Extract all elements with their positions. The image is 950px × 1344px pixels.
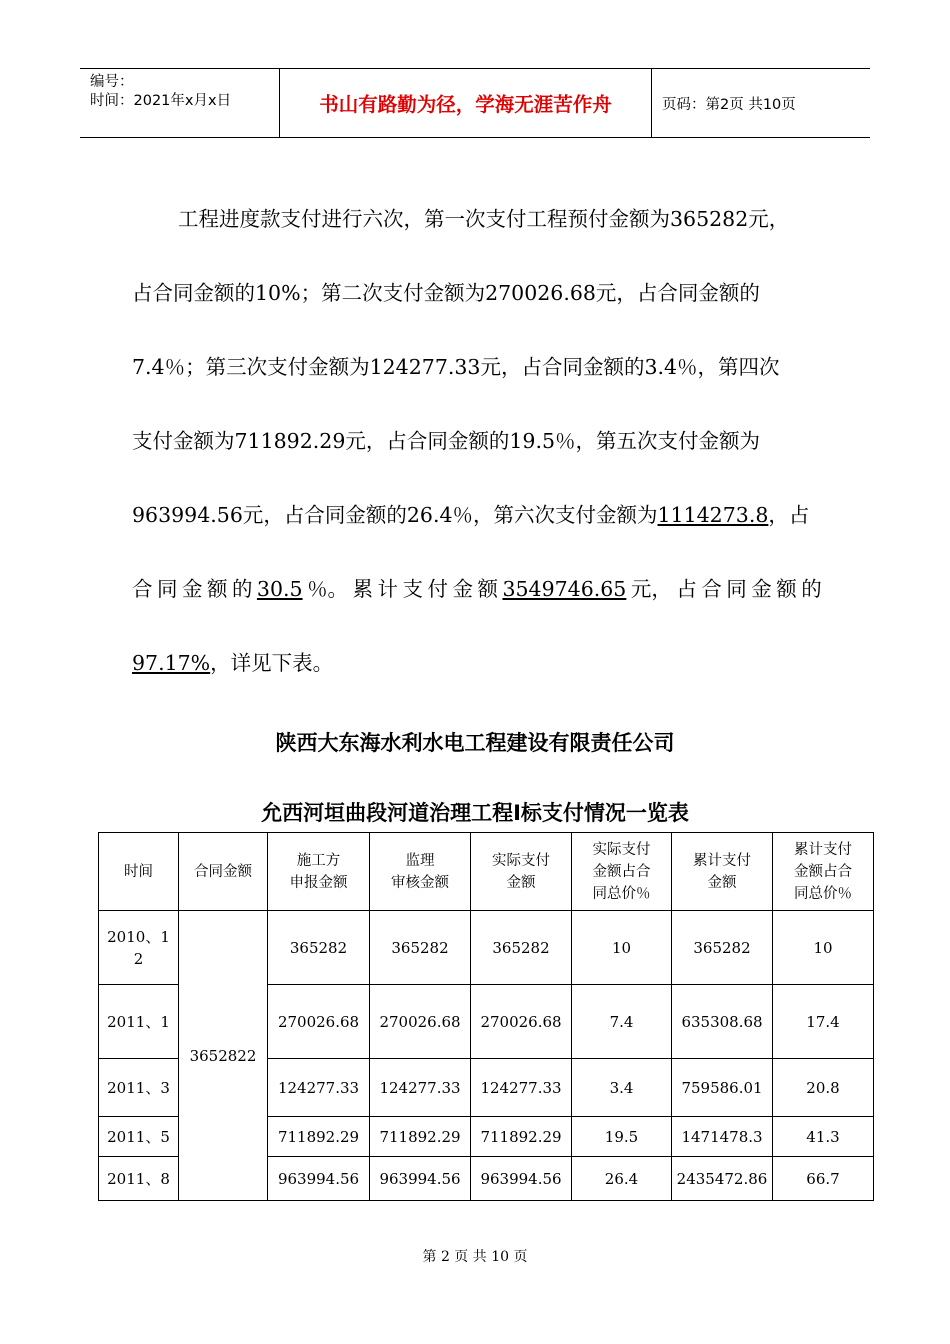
l6-char: 元， <box>630 577 672 601</box>
cell-supervisor: 365282 <box>370 911 471 985</box>
cell-cum-ratio: 41.3 <box>773 1117 874 1157</box>
cell-ratio: 7.4 <box>572 985 672 1059</box>
header-cum-ratio: 累计支付 金额占合 同总价％ <box>773 833 874 911</box>
cell-time: 2011、1 <box>99 985 179 1059</box>
cell-builder: 963994.56 <box>268 1157 370 1201</box>
l6-char: 额 <box>776 577 797 601</box>
cell-cumulative: 635308.68 <box>672 985 773 1059</box>
l6-char: 付 <box>427 577 448 601</box>
para-line-2: 占合同金额的10%；第二次支付金额为270026.68元，占合同金额的 <box>132 281 760 305</box>
l6-char: ％。 <box>307 577 349 601</box>
l6-char: 合 <box>701 577 722 601</box>
l6-char: 额 <box>477 577 498 601</box>
cell-supervisor: 963994.56 <box>370 1157 471 1201</box>
header-actual: 实际支付 金额 <box>471 833 572 911</box>
l6-char: 金 <box>751 577 772 601</box>
cell-cumulative: 759586.01 <box>672 1059 773 1117</box>
para-line-4: 支付金额为711892.29元，占合同金额的19.5％，第五次支付金额为 <box>132 429 761 453</box>
header-cumulative: 累计支付 金额 <box>672 833 773 911</box>
para-line-7-b: ，详见下表。 <box>210 651 334 675</box>
cell-ratio: 3.4 <box>572 1059 672 1117</box>
cell-cum-ratio: 20.8 <box>773 1059 874 1117</box>
page-header <box>80 68 870 138</box>
table-title: 允西河垣曲段河道治理工程Ⅰ标支付情况一览表 <box>261 801 689 825</box>
header-time: 时间 <box>99 833 179 911</box>
l6-char: 额 <box>206 577 228 601</box>
l6-char: 的 <box>231 577 253 601</box>
page-footer: 第 2 页 共 10 页 <box>422 1249 528 1265</box>
l6-char: 同 <box>156 577 178 601</box>
table-header-row <box>99 833 874 911</box>
l6-char: 累 <box>352 577 374 601</box>
l6-char: 金 <box>452 577 473 601</box>
para-line-1: 工程进度款支付进行六次，第一次支付工程预付金额为365282元， <box>178 207 790 231</box>
cell-ratio: 26.4 <box>572 1157 672 1201</box>
header-supervisor: 监理 审核金额 <box>370 833 471 911</box>
cumulative-payment-amount: 3549746.65 <box>502 577 627 601</box>
para-line-5-a: 963994.56元，占合同金额的26.4％，第六次支付金额为 <box>132 503 658 527</box>
code-label: 编号： <box>90 74 134 90</box>
body-paragraph <box>132 184 822 702</box>
l6-char: 占 <box>676 577 697 601</box>
cell-time: 2011、5 <box>99 1117 179 1157</box>
cell-actual: 270026.68 <box>471 985 572 1059</box>
l6-char: 的 <box>801 577 822 601</box>
para-line-3: 7.4％；第三次支付金额为124277.33元，占合同金额的3.4％，第四次 <box>132 355 780 379</box>
cell-actual: 963994.56 <box>471 1157 572 1201</box>
sixth-payment-amount: 1114273.8 <box>657 503 769 527</box>
cell-cum-ratio: 10 <box>773 911 874 985</box>
para-line-6 <box>132 554 822 628</box>
header-builder: 施工方 申报金额 <box>268 833 370 911</box>
cell-ratio: 10 <box>572 911 672 985</box>
cell-actual: 711892.29 <box>471 1117 572 1157</box>
time-label: 时间：2021年x月x日 <box>90 93 232 109</box>
para-line-5 <box>132 480 822 554</box>
cumulative-payment-ratio: 97.17% <box>132 651 211 675</box>
cell-supervisor: 711892.29 <box>370 1117 471 1157</box>
l6-char: 同 <box>726 577 747 601</box>
header-page-info: 页码：第2页 共10页 <box>662 96 796 113</box>
payment-table <box>98 832 874 1201</box>
l6-char: 计 <box>377 577 399 601</box>
header-ratio: 实际支付 金额占合 同总价％ <box>572 833 672 911</box>
cell-supervisor: 270026.68 <box>370 985 471 1059</box>
header-motto: 书山有路勤为径，学海无涯苦作舟 <box>280 69 652 137</box>
cell-actual: 124277.33 <box>471 1059 572 1117</box>
cell-time: 2011、8 <box>99 1157 179 1201</box>
header-contract: 合同金额 <box>179 833 268 911</box>
para-line-7 <box>132 628 822 702</box>
cell-builder: 365282 <box>268 911 370 985</box>
cell-supervisor: 124277.33 <box>370 1059 471 1117</box>
cell-ratio: 19.5 <box>572 1117 672 1157</box>
company-title: 陕西大东海水利水电工程建设有限责任公司 <box>275 731 675 755</box>
cell-cumulative: 1471478.3 <box>672 1117 773 1157</box>
table-row <box>99 911 874 985</box>
l6-char: 金 <box>181 577 203 601</box>
l6-char: 支 <box>402 577 424 601</box>
para-line-5-b: ，占 <box>768 503 810 527</box>
cell-time: 2011、3 <box>99 1059 179 1117</box>
cell-time: 2010、1 2 <box>99 911 179 985</box>
cell-actual: 365282 <box>471 911 572 985</box>
cell-cum-ratio: 66.7 <box>773 1157 874 1201</box>
l6-char: 合 <box>132 577 153 601</box>
cell-cumulative: 2435472.86 <box>672 1157 773 1201</box>
sixth-payment-ratio: 30.5 <box>256 577 303 601</box>
cell-builder: 124277.33 <box>268 1059 370 1117</box>
cell-builder: 270026.68 <box>268 985 370 1059</box>
header-meta <box>80 69 280 137</box>
cell-builder: 711892.29 <box>268 1117 370 1157</box>
cell-cumulative: 365282 <box>672 911 773 985</box>
cell-cum-ratio: 17.4 <box>773 985 874 1059</box>
cell-contract-amount: 3652822 <box>179 911 268 1201</box>
